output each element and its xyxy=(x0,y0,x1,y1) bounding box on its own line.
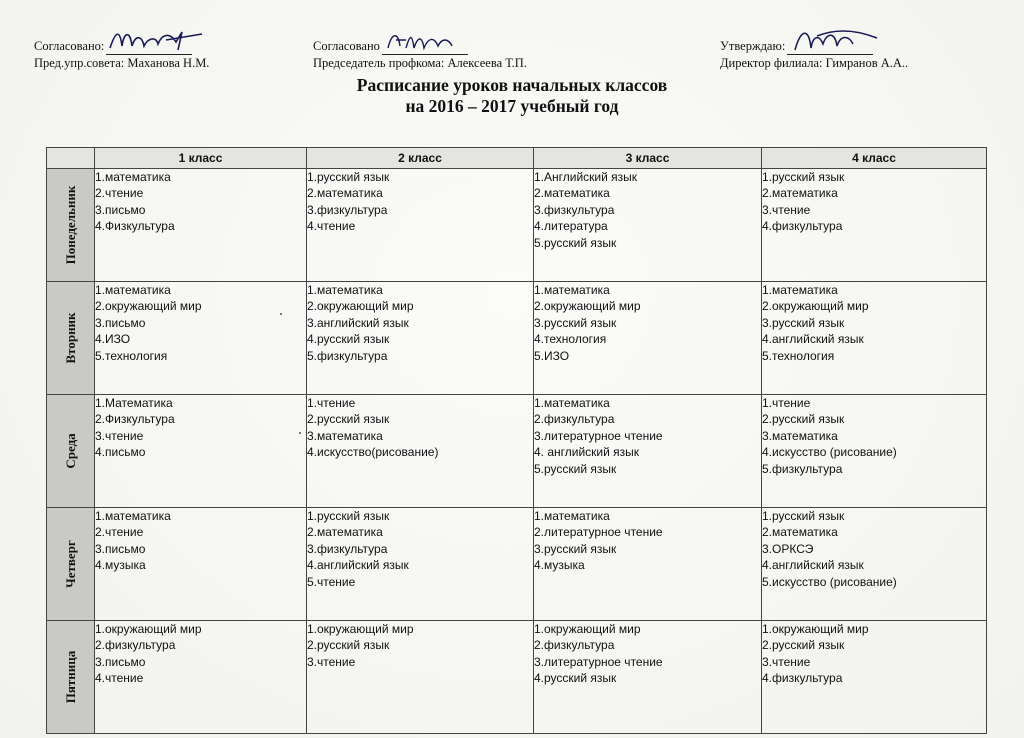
lesson-cell xyxy=(762,508,987,621)
scan-speck xyxy=(299,432,301,434)
approval-label: Согласовано xyxy=(313,39,380,53)
lesson-cell xyxy=(534,508,762,621)
lesson-item: 2.Физкультура xyxy=(95,412,175,427)
lesson-item: 4. английский язык xyxy=(534,445,640,460)
lesson-item: 2.чтение xyxy=(95,186,144,201)
lesson-cell xyxy=(534,282,762,395)
signature-council xyxy=(106,36,192,55)
lesson-item: 2.математика xyxy=(307,525,383,540)
approval-position: Пред.упр.совета: Маханова Н.М. xyxy=(34,56,210,70)
approval-block-union xyxy=(313,36,527,72)
day-label: Вторник xyxy=(62,312,78,364)
approval-position: Председатель профкома: Алексеева Т.П. xyxy=(313,56,527,70)
lesson-cell xyxy=(534,169,762,282)
schedule-table xyxy=(46,147,987,734)
day-cell xyxy=(47,169,95,282)
lesson-item: 2.математика xyxy=(762,186,838,201)
lesson-item: 2.окружающий мир xyxy=(534,299,641,314)
signature-union xyxy=(382,36,468,55)
lesson-cell xyxy=(95,621,307,734)
lesson-item: 4.музыка xyxy=(534,558,585,573)
lesson-item: 4.чтение xyxy=(95,671,144,686)
lesson-item: 5.физкультура xyxy=(307,348,388,363)
lesson-item: 4.английский язык xyxy=(762,332,864,347)
lesson-item: 1.математика xyxy=(307,283,383,297)
lesson-item: 3.русский язык xyxy=(534,315,617,330)
lesson-item: 1.окружающий мир xyxy=(534,622,641,636)
lesson-item: 4.английский язык xyxy=(762,558,864,573)
lesson-item: 1.русский язык xyxy=(762,509,845,523)
lesson-item: 3.письмо xyxy=(95,315,146,330)
lesson-item: 3.чтение xyxy=(762,654,811,669)
lesson-item: 4.технология xyxy=(534,332,607,347)
lesson-cell xyxy=(95,282,307,395)
lesson-cell xyxy=(95,395,307,508)
lesson-item: 1.математика xyxy=(534,396,610,410)
table-header-row xyxy=(47,148,987,169)
lesson-item: 3.английский язык xyxy=(307,315,409,330)
lesson-item: 4.искусство (рисование) xyxy=(762,445,897,460)
lesson-item: 4.литература xyxy=(534,219,608,234)
day-cell xyxy=(47,282,95,395)
lesson-item: 3.русский язык xyxy=(534,541,617,556)
column-header: 1 класс xyxy=(95,148,307,169)
lesson-item: 3.физкультура xyxy=(307,202,388,217)
lesson-item: 2.русский язык xyxy=(762,412,845,427)
lesson-item: 4.русский язык xyxy=(307,332,390,347)
lesson-item: 1.окружающий мир xyxy=(95,622,202,636)
lesson-item: 4.физкультура xyxy=(762,219,843,234)
lesson-item: 1.окружающий мир xyxy=(307,622,414,636)
approval-label: Согласовано: xyxy=(34,39,105,53)
table-row xyxy=(47,395,987,508)
lesson-cell xyxy=(534,395,762,508)
day-label: Пятница xyxy=(62,650,78,704)
lesson-item: 3.русский язык xyxy=(762,315,845,330)
lesson-item: 1.математика xyxy=(95,170,171,184)
lesson-item: 5.физкультура xyxy=(762,461,843,476)
lesson-item: 2.русский язык xyxy=(307,412,390,427)
table-row xyxy=(47,621,987,734)
lesson-item: 5.технология xyxy=(95,348,168,363)
lesson-item: 3.письмо xyxy=(95,654,146,669)
column-header: 4 класс xyxy=(762,148,987,169)
lesson-item: 2.физкультура xyxy=(534,412,615,427)
lesson-item: 2.чтение xyxy=(95,525,144,540)
lesson-item: 1.Английский язык xyxy=(534,170,638,184)
lesson-item: 3.чтение xyxy=(95,428,144,443)
lesson-item: 5.искусство (рисование) xyxy=(762,574,897,589)
lesson-item: 1.русский язык xyxy=(307,170,390,184)
lesson-item: 5.русский язык xyxy=(534,235,617,250)
approval-label: Утверждаю: xyxy=(720,39,786,53)
lesson-item: 3.литературное чтение xyxy=(534,654,663,669)
lesson-item: 2.окружающий мир xyxy=(307,299,414,314)
page-title xyxy=(0,75,1024,117)
lesson-item: 1.математика xyxy=(534,509,610,523)
lesson-cell xyxy=(534,621,762,734)
lesson-item: 1.математика xyxy=(95,509,171,523)
lesson-item: 1.чтение xyxy=(307,396,356,410)
lesson-item: 3.математика xyxy=(307,428,383,443)
lesson-item: 3.письмо xyxy=(95,202,146,217)
lesson-item: 4.чтение xyxy=(307,219,356,234)
column-header: 3 класс xyxy=(534,148,762,169)
lesson-cell xyxy=(762,621,987,734)
signature-director xyxy=(787,36,873,55)
day-cell xyxy=(47,508,95,621)
lesson-cell xyxy=(95,508,307,621)
lesson-item: 5.русский язык xyxy=(534,461,617,476)
lesson-cell xyxy=(762,282,987,395)
lesson-cell xyxy=(307,621,534,734)
approval-block-director xyxy=(720,36,908,72)
approval-position: Директор филиала: Гимранов А.А.. xyxy=(720,56,909,70)
lesson-item: 1.Математика xyxy=(95,396,173,410)
day-cell xyxy=(47,395,95,508)
day-label: Понедельник xyxy=(62,185,78,265)
lesson-item: 2.русский язык xyxy=(307,638,390,653)
lesson-item: 1.русский язык xyxy=(307,509,390,523)
lesson-item: 3.физкультура xyxy=(534,202,615,217)
day-label: Среда xyxy=(62,433,78,469)
scan-speck xyxy=(280,313,282,315)
lesson-item: 2.окружающий мир xyxy=(95,299,202,314)
schedule-body xyxy=(47,169,987,734)
lesson-item: 5.чтение xyxy=(307,574,356,589)
lesson-cell xyxy=(307,169,534,282)
title-line-1: Расписание уроков начальных классов xyxy=(356,75,668,95)
table-row xyxy=(47,282,987,395)
header-corner xyxy=(47,148,95,169)
lesson-item: 2.физкультура xyxy=(95,638,176,653)
lesson-item: 4.английский язык xyxy=(307,558,409,573)
lesson-cell xyxy=(762,169,987,282)
lesson-cell xyxy=(307,508,534,621)
lesson-item: 4.искусство(рисование) xyxy=(307,445,439,460)
day-cell xyxy=(47,621,95,734)
table-row xyxy=(47,169,987,282)
lesson-item: 4.музыка xyxy=(95,558,146,573)
lesson-item: 4.русский язык xyxy=(534,671,617,686)
lesson-item: 3.физкультура xyxy=(307,541,388,556)
lesson-item: 2.литературное чтение xyxy=(534,525,663,540)
table-row xyxy=(47,508,987,621)
lesson-cell xyxy=(307,282,534,395)
lesson-item: 2.окружающий мир xyxy=(762,299,869,314)
lesson-item: 2.физкультура xyxy=(534,638,615,653)
lesson-item: 1.чтение xyxy=(762,396,811,410)
title-line-2: на 2016 – 2017 учебный год xyxy=(405,96,619,116)
lesson-cell xyxy=(307,395,534,508)
lesson-item: 3.чтение xyxy=(762,202,811,217)
lesson-item: 5.технология xyxy=(762,348,835,363)
approval-block-council xyxy=(34,36,209,72)
lesson-item: 5.ИЗО xyxy=(534,348,570,363)
lesson-cell xyxy=(95,169,307,282)
lesson-item: 2.русский язык xyxy=(762,638,845,653)
lesson-item: 4.письмо xyxy=(95,445,146,460)
lesson-item: 1.окружающий мир xyxy=(762,622,869,636)
lesson-item: 4.Физкультура xyxy=(95,219,175,234)
lesson-item: 1.математика xyxy=(534,283,610,297)
lesson-item: 3.письмо xyxy=(95,541,146,556)
lesson-item: 3.ОРКСЭ xyxy=(762,541,814,556)
lesson-item: 1.математика xyxy=(95,283,171,297)
column-header: 2 класс xyxy=(307,148,534,169)
lesson-item: 3.чтение xyxy=(307,654,356,669)
lesson-item: 1.математика xyxy=(762,283,838,297)
lesson-item: 3.математика xyxy=(762,428,838,443)
lesson-item: 4.ИЗО xyxy=(95,332,131,347)
lesson-item: 2.математика xyxy=(762,525,838,540)
lesson-cell xyxy=(762,395,987,508)
lesson-item: 2.математика xyxy=(534,186,610,201)
lesson-item: 2.математика xyxy=(307,186,383,201)
lesson-item: 4.физкультура xyxy=(762,671,843,686)
lesson-item: 1.русский язык xyxy=(762,170,845,184)
lesson-item: 3.литературное чтение xyxy=(534,428,663,443)
day-label: Четверг xyxy=(62,540,78,588)
